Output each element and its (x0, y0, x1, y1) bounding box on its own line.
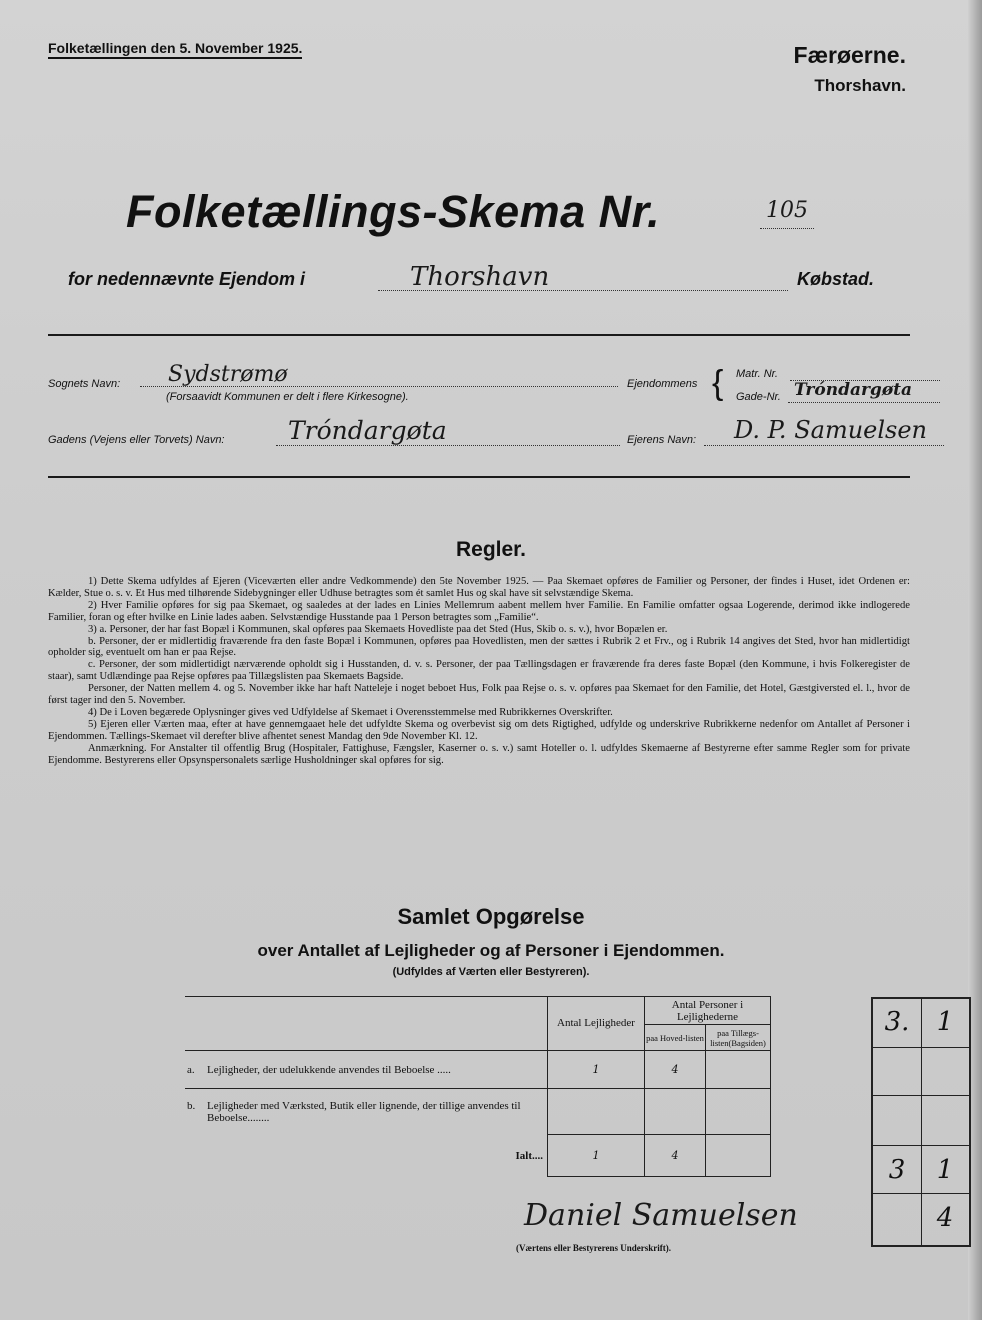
total-supp (706, 1135, 771, 1177)
rule-paragraph: 5) Ejeren eller Værten maa, efter at have gennemgaaet hele det udfyldte Skema og overbevist sig om dets Rigtighed, udfylde og underskrive Rubrikkerne nedenfor om Antallet af Personer i Ejendommen. Tællings-Skemaet vil derefter blive afhentet senest Mandag den 9de November Kl. 12. (48, 718, 910, 742)
parish-label: Sognets Navn: (48, 378, 121, 390)
side-box-r4c2: 1 (936, 1155, 954, 1185)
property-brace: { (712, 364, 724, 402)
row-b-letter: b. (187, 1099, 196, 1112)
row-a-letter: a. (187, 1063, 195, 1076)
gade-fill-line (788, 402, 940, 403)
rule-paragraph: c. Personer, der som midlertidigt nærværende opholdt sig i Husstanden, d. v. s. Personer, der paa Tællingsdagen er fraværende fra deres faste Bopæl (den Kommune, i hvis Folkeregister de staar), samt Udlændinge paa Rejse opføres paa Tillægslisten paa Skemaets Bagside. (48, 659, 910, 683)
city-handwritten: Thorshavn (410, 262, 550, 292)
row-b-label-cell (185, 1089, 548, 1135)
street-fill-line (276, 445, 620, 446)
property-label: Ejendommens (627, 378, 698, 390)
parish-value-handwritten: Sydstrømø (168, 362, 288, 387)
main-list-column-header: paa Hoved-listen (645, 1025, 706, 1051)
owner-signature-handwritten: Daniel Samuelsen (524, 1198, 798, 1233)
row-b-supp (706, 1089, 771, 1135)
row-b-label: Lejligheder med Værksted, Butik eller lignende, der tillige anvendes til Beboelse........ (207, 1099, 521, 1124)
row-b-apartments (548, 1089, 645, 1135)
rules-heading: Regler. (455, 538, 527, 561)
owner-value-handwritten: D. P. Samuelsen (734, 416, 928, 444)
side-box-r1c2: 1 (936, 1007, 954, 1037)
parish-fill-line (140, 386, 618, 387)
schema-number-handwritten: 105 (766, 198, 808, 223)
mid-divider (48, 476, 910, 478)
total-apartments: 1 (548, 1135, 645, 1177)
city-fill-line (378, 290, 788, 291)
street-label: Gadens (Vejens eller Torvets) Navn: (48, 434, 225, 446)
owner-fill-line (704, 445, 944, 446)
subtitle-suffix: Købstad. (797, 269, 875, 289)
row-a-label-cell (185, 1051, 548, 1089)
persons-column-header: Antal Personer i Lejlighederne (645, 997, 771, 1025)
gade-label: Gade-Nr. (736, 391, 781, 403)
signature-caption: (Værtens eller Bestyrerens Underskrift). (516, 1243, 671, 1253)
apartments-column-header: Antal Lejligheder (548, 997, 645, 1051)
rule-paragraph: Personer, der Natten mellem 4. og 5. November ikke har haft Natteleje i noget beboet Hus, Folk paa Rejse o. s. v. opføres paa Skemaet for den Familie, det Hotel, Gæstgiversted el. l., hvor de først tager ind den 5. November. (48, 683, 910, 707)
matr-label: Matr. Nr. (736, 368, 778, 380)
owner-label: Ejerens Navn: (627, 434, 697, 446)
side-box-row-line (873, 1193, 969, 1194)
summary-table (185, 996, 771, 1177)
rule-paragraph: 3) a. Personer, der har fast Bopæl i Kommunen, skal opføres paa Skemaets Hovedliste paa det Sted (Hus, Skib o. s. v.), hvor Bopælen er. (88, 623, 668, 635)
summary-note: (Udfyldes af Værten eller Bestyreren). (392, 966, 590, 978)
total-main: 4 (645, 1135, 706, 1177)
schema-number-line (760, 228, 814, 230)
side-box-r1c1: 3. (884, 1007, 910, 1037)
town-heading: Thorshavn. (814, 76, 906, 95)
top-divider (48, 334, 910, 336)
rule-paragraph: b. Personer, der er midlertidig fraværende fra den faste Bopæl i Kommunen, opføres paa Hovedlisten, men der sættes i Rubrik 2 et Frv., og i Rubrik 14 angives det Sted, hvor han midlertidigt opholder sig, eventuelt om han er paa Rejse. (48, 635, 910, 659)
street-value-handwritten: Tróndargøta (288, 416, 447, 445)
side-tally-box (871, 997, 971, 1247)
summary-heading: Samlet Opgørelse (397, 904, 585, 929)
total-label: Ialt.... (515, 1149, 543, 1162)
census-date-heading: Folketællingen den 5. November 1925. (48, 40, 302, 59)
supplement-list-column-header: paa Tillægs-listen(Bagsiden) (706, 1025, 771, 1051)
rules-text (48, 576, 910, 767)
region-heading: Færøerne. (793, 42, 906, 68)
rule-paragraph: 1) Dette Skema udfyldes af Ejeren (Viceværten eller andre Vedkommende) den 5te November 1925. — Paa Skemaet opføres de Familier og Personer, der findes i Huset, idet Ordenen er: Kælder, Stue o. s. v. Et Hus med tilhørende Sidebygninger eller Udhuse betragtes som ét samlet Hus og skal have sit selvstændige Skema. (48, 576, 910, 599)
side-box-row-line (873, 1145, 969, 1146)
row-a-label: Lejligheder, der udelukkende anvendes til Beboelse ..... (207, 1063, 451, 1076)
row-a-supp (706, 1051, 771, 1089)
rule-paragraph: 2) Hver Familie opføres for sig paa Skemaet, og saaledes at der lades en Linies Mellemrum aabent mellem hver Familie. En Familie omfatter ogsaa Logerende, derimod ikke indlogerede Familier, foran og efter hvilke en Linie lades aaben. Selvstændige Husstande paa 1 Person betragtes som „Familie“. (48, 599, 910, 623)
row-a-apartments: 1 (548, 1051, 645, 1089)
summary-subheading: over Antallet af Lejligheder og af Personer i Ejendommen. (257, 941, 725, 960)
rule-paragraph: 4) De i Loven begærede Oplysninger gives ved Udfyldelse af Skemaet i Overensstemmelse med Rubrikkernes Overskrifter. (88, 706, 613, 718)
form-title: Folketællings-Skema Nr. (126, 186, 661, 237)
parish-note: (Forsaavidt Kommunen er delt i flere Kirkesogne). (166, 391, 409, 403)
subtitle-prefix: for nedennævnte Ejendom i (68, 269, 306, 289)
row-b-main (645, 1089, 706, 1135)
side-box-row-line (873, 1047, 969, 1048)
summary-table-blank-header (185, 997, 548, 1051)
row-a-main: 4 (645, 1051, 706, 1089)
gade-value-handwritten: Tróndargøta (794, 380, 913, 400)
side-box-r4c1: 3 (888, 1155, 906, 1185)
side-box-r5c2: 4 (936, 1203, 954, 1233)
rule-paragraph: Anmærkning. For Anstalter til offentlig Brug (Hospitaler, Fattighuse, Fængsler, Kaserner o. s. v.) samt Hoteller o. l. udfyldes Skemaerne af Bestyrerne efter samme Regler som for private Ejendomme. Bestyrerens eller Opsynspersonalets særlige Husholdninger skal opføres for sig. (48, 742, 910, 766)
side-box-row-line (873, 1095, 969, 1096)
